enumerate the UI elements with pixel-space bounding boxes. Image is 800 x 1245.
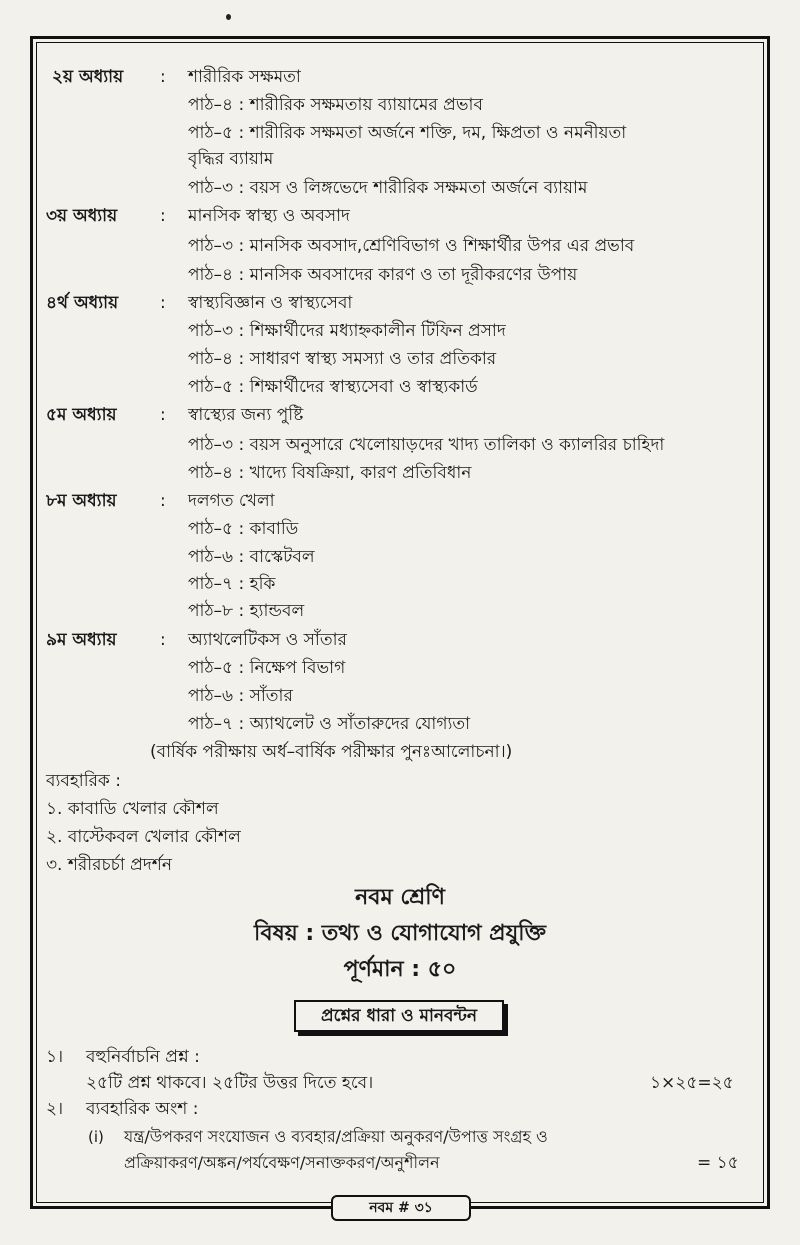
lesson-item: পাঠ–৩ : শিক্ষার্থীদের মধ্যাহ্নকালীন টিফিন প্রসাদ [188,321,506,341]
class-title: নবম শ্রেণি [355,885,445,910]
lesson-item: পাঠ–৫ : নিক্ষেপ বিভাগ [188,658,346,678]
chapter-label: ৮ম অধ্যায় [46,491,117,511]
lesson-item: পাঠ–৩ : মানসিক অবসাদ,শ্রেণিবিভাগ ও শিক্ষার্থীর উপর এর প্রভাব [188,236,635,256]
question-marks: ১×২৫=২৫ [650,1073,734,1093]
question-number: ১। [46,1047,64,1067]
chapter-label: ৯ম অধ্যায় [46,630,117,650]
chapter-title: অ্যাথলেটিকস ও সাঁতার [188,630,347,650]
practical-item: ৩. শরীরচর্চা প্রদর্শন [46,855,172,875]
chapter-label: ৩য় অধ্যায় [46,206,118,226]
chapter-colon: : [160,67,166,87]
subquestion-number: (i) [88,1128,104,1146]
question-pattern-box: প্রশ্নের ধারা ও মানবন্টন [294,1000,504,1032]
lesson-item: পাঠ–৭ : হকি [188,574,276,594]
chapter-title: দলগত খেলা [188,491,275,511]
practical-item: ২. বাস্টেকবল খেলার কৌশল [46,827,241,847]
lesson-item: পাঠ–৪ : খাদ্যে বিষক্রিয়া, কারণ প্রতিবিধান [188,463,472,483]
chapter-colon: : [160,491,166,511]
lesson-item: পাঠ–৬ : বাস্কেটবল [188,547,315,567]
lesson-item: পাঠ–৪ : শারীরিক সক্ষমতায় ব্যায়ামের প্রভাব [188,95,483,115]
chapter-title: স্বাস্থ্যের জন্য পুষ্টি [188,405,304,425]
chapter-label: ২য় অধ্যায় [52,67,124,87]
review-note: (বার্ষিক পরীক্ষায় অর্ধ–বার্ষিক পরীক্ষার পুনঃআলোচনা।) [150,742,513,762]
chapter-colon: : [160,206,166,226]
lesson-item: পাঠ–৪ : মানসিক অবসাদের কারণ ও তা দূরীকরণের উপায় [188,265,578,285]
chapter-label: ৫ম অধ্যায় [46,405,117,425]
chapter-title: শারীরিক সক্ষমতা [188,67,301,87]
lesson-item: পাঠ–৪ : সাধারণ স্বাস্থ্য সমস্যা ও তার প্রতিকার [188,349,497,369]
lesson-item: পাঠ–৩ : বয়স ও লিঙ্গভেদে শারীরিক সক্ষমতা অর্জনে ব্যায়াম [188,178,588,198]
lesson-item: পাঠ–৫ : শারীরিক সক্ষমতা অর্জনে শক্তি, দম, ক্ষিপ্রতা ও নমনীয়তা [188,123,627,143]
subject-title: বিষয় : তথ্য ও যোগাযোগ প্রযুক্তি [254,921,546,946]
chapter-colon: : [160,293,166,313]
subquestion-text: যন্ত্র/উপকরণ সংযোজন ও ব্যবহার/প্রক্রিয়া অনুকরণ/উপাত্ত সংগ্রহ ও [124,1127,548,1146]
lesson-item: পাঠ–৫ : কাবাডি [188,519,299,539]
practical-item: ১. কাবাডি খেলার কৌশল [46,799,219,819]
lesson-item: পাঠ–৫ : শিক্ষার্থীদের স্বাস্থ্যসেবা ও স্বাস্থ্যকার্ড [188,377,478,397]
lesson-item: পাঠ–৭ : অ্যাথলেট ও সাঁতারুদের যোগ্যতা [188,714,471,734]
practical-heading: ব্যবহারিক : [46,771,121,791]
lesson-item: বৃদ্ধির ব্যায়াম [188,149,274,169]
chapter-title: মানসিক স্বাস্থ্য ও অবসাদ [188,206,350,226]
subquestion-marks: = ১৫ [697,1153,739,1173]
chapter-title: স্বাস্থ্যবিজ্ঞান ও স্বাস্থ্যসেবা [188,293,353,313]
chapter-colon: : [160,405,166,425]
question-description: ২৫টি প্রশ্ন থাকবে। ২৫টির উত্তর দিতে হবে। [86,1073,374,1093]
lesson-item: পাঠ–৮ : হ্যান্ডবল [188,601,305,621]
lesson-item: পাঠ–৬ : সাঁতার [188,686,293,706]
page-mark [226,14,231,20]
question-title: বহুনির্বাচনি প্রশ্ন : [86,1047,200,1067]
full-marks: পূর্ণমান : ৫০ [343,957,457,982]
chapter-colon: : [160,630,166,650]
subquestion-text: প্রক্রিয়াকরণ/অঙ্কন/পর্যবেক্ষণ/সনাক্তকরণ/অনুশীলন [124,1153,440,1172]
lesson-item: পাঠ–৩ : বয়স অনুসারে খেলোয়াড়দের খাদ্য তালিকা ও ক্যালরির চাহিদা [188,435,665,455]
chapter-label: ৪র্থ অধ্যায় [46,293,119,313]
question-title: ব্যবহারিক অংশ : [86,1099,199,1119]
page-footer: নবম # ৩১ [331,1195,471,1221]
question-number: ২। [46,1099,64,1119]
